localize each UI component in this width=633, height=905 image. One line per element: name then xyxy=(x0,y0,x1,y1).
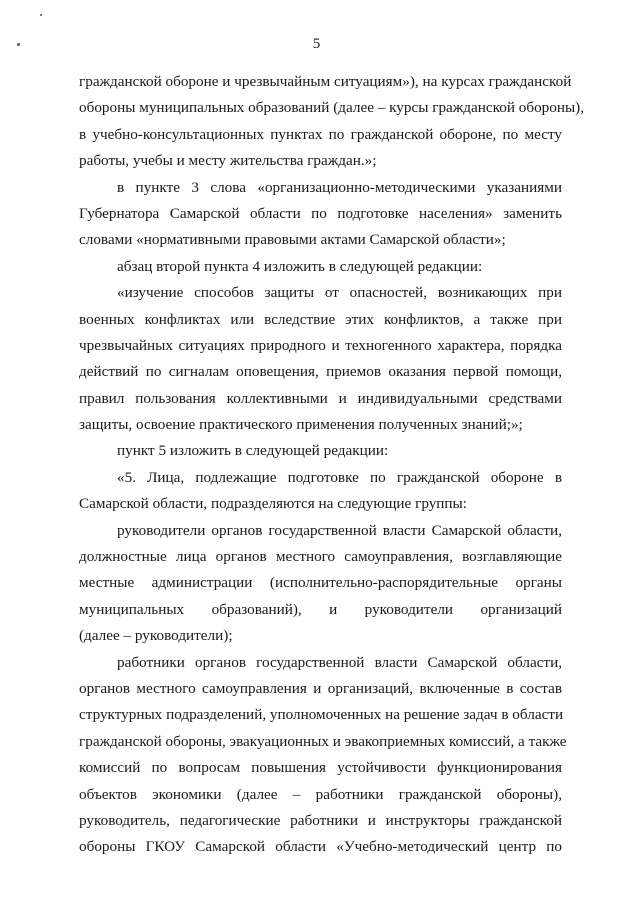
text-line: в пункте 3 слова «организационно-методическими указаниями xyxy=(117,178,562,196)
text-line: защиты, освоение практического применения полученных знаний;»; xyxy=(79,416,523,434)
text-line: «изучение способов защиты от опасностей, возникающих при xyxy=(117,284,562,302)
text-line: абзац второй пункта 4 изложить в следующей редакции: xyxy=(117,257,483,275)
text-line: комиссий по вопросам повышения устойчивости функционирования xyxy=(79,759,562,777)
text-line: местные администрации (исполнительно-распорядительные органы xyxy=(79,574,562,592)
text-line: в учебно-консультационных пунктах по гражданской обороне, по месту xyxy=(79,125,562,143)
text-line: гражданской обороне и чрезвычайным ситуациям»), на курсах гражданской xyxy=(79,73,572,90)
text-line: работники органов государственной власти Самарской области, xyxy=(117,653,562,671)
text-line: должностные лица органов местного самоуправления, возглавляющие xyxy=(79,548,562,566)
text-line: работы, учебы и месту жительства граждан.»; xyxy=(79,152,377,170)
text-line: обороны ГКОУ Самарской области «Учебно-методический центр по xyxy=(79,838,562,856)
text-line: правил пользования коллективными и индивидуальными средствами xyxy=(79,389,562,407)
text-line: «5. Лица, подлежащие подготовке по гражданской обороне в xyxy=(117,468,562,486)
text-line: чрезвычайных ситуациях природного и техногенного характера, порядка xyxy=(79,336,562,354)
text-line: структурных подразделений, уполномоченных на решение задач в области xyxy=(79,706,564,724)
text-line: гражданской обороны, эвакуационных и эвакоприемных комиссий, а также xyxy=(79,732,567,750)
text-line: пункт 5 изложить в следующей редакции: xyxy=(117,442,389,460)
text-line: обороны муниципальных образований (далее – курсы гражданской обороны), xyxy=(79,99,585,117)
text-line: Самарской области, подразделяются на следующие группы: xyxy=(79,495,467,513)
text-line: органов местного самоуправления и организаций, включенные в состав xyxy=(79,679,562,697)
page-number: 5 xyxy=(312,36,321,52)
document-body xyxy=(79,69,585,861)
text-line: Губернатора Самарской области по подготовке населения» заменить xyxy=(79,204,562,222)
text-line: объектов экономики (далее – работники гражданской обороны), xyxy=(79,785,562,803)
text-line: военных конфликтах или вследствие этих конфликтов, а также при xyxy=(79,310,562,328)
text-line: муниципальных образований), и руководители организаций xyxy=(79,600,562,618)
scan-speck xyxy=(40,14,42,16)
text-line: руководитель, педагогические работники и инструкторы гражданской xyxy=(79,811,562,829)
text-line: действий по сигналам оповещения, приемов оказания первой помощи, xyxy=(79,363,562,381)
text-line: словами «нормативными правовыми актами Самарской области»; xyxy=(79,231,506,249)
text-line: (далее – руководители); xyxy=(79,627,233,645)
text-line: руководители органов государственной власти Самарской области, xyxy=(117,521,562,539)
